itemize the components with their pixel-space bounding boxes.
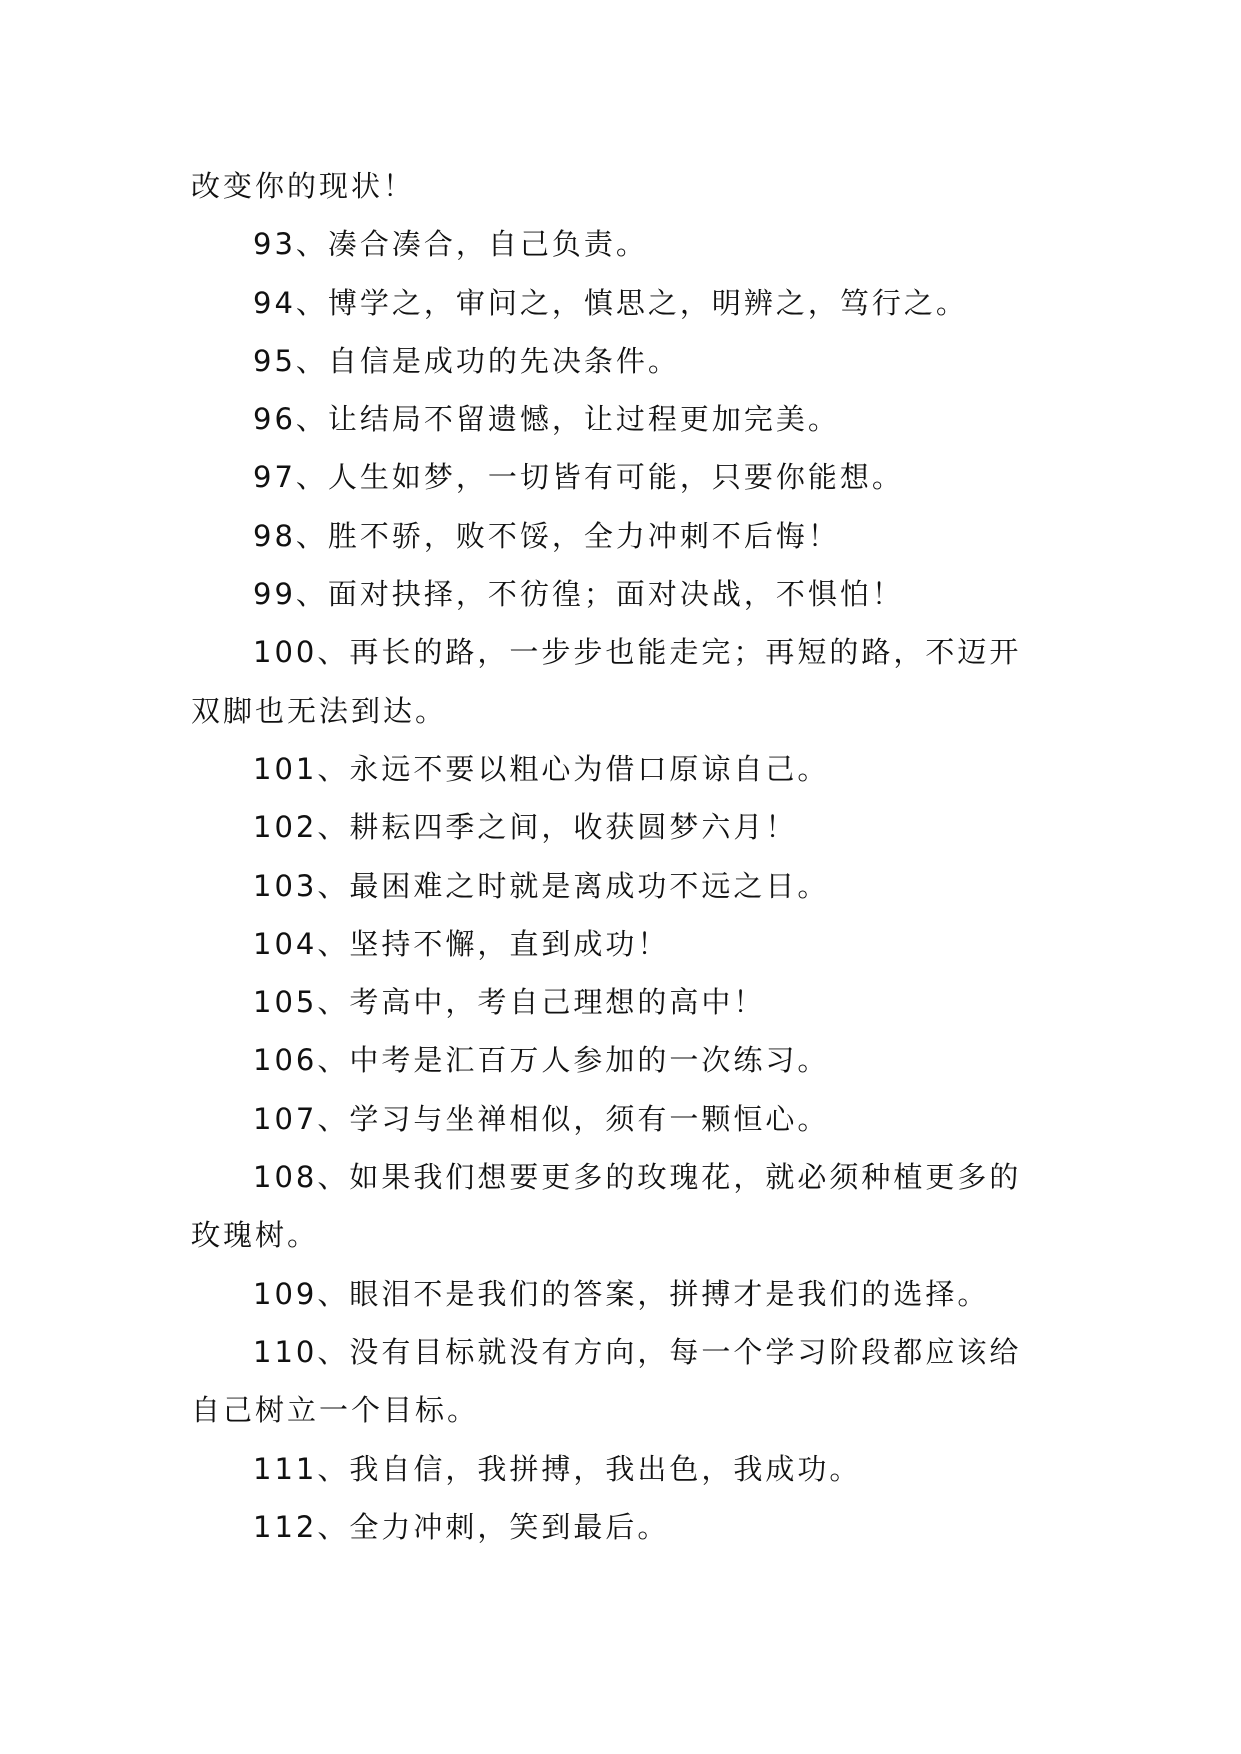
document-body: [191, 157, 1051, 1556]
text-line: 玫瑰树。: [191, 1218, 320, 1253]
text-line: 94、博学之，审问之，慎思之，明辨之，笃行之。: [253, 285, 968, 320]
text-line: 99、面对抉择，不彷徨；面对决战，不惧怕！: [253, 577, 904, 612]
text-line: 改变你的现状！: [191, 169, 416, 203]
text-line: 自己树立一个目标。: [191, 1393, 480, 1428]
text-line: 100、再长的路，一步步也能走完；再短的路，不迈开: [253, 635, 1022, 670]
text-line: 98、胜不骄，败不馁，全力冲刺不后悔！: [253, 518, 840, 553]
text-line: 104、坚持不懈，直到成功！: [253, 926, 670, 961]
text-line: 102、耕耘四季之间，收获圆梦六月！: [253, 810, 798, 845]
text-line: 101、永远不要以粗心为借口原谅自己。: [253, 751, 830, 786]
text-line: 96、让结局不留遗憾，让过程更加完美。: [253, 402, 840, 437]
text-line: 97、人生如梦，一切皆有可能，只要你能想。: [253, 460, 904, 495]
text-line: 105、考高中，考自己理想的高中！: [253, 985, 766, 1020]
text-line: 93、凑合凑合，自己负责。: [253, 227, 648, 262]
text-line: 双脚也无法到达。: [191, 693, 448, 728]
text-line: 112、全力冲刺，笑到最后。: [253, 1509, 670, 1544]
text-line: 95、自信是成功的先决条件。: [253, 343, 680, 378]
text-line: 111、我自信，我拼搏，我出色，我成功。: [253, 1451, 862, 1486]
text-line: 107、学习与坐禅相似，须有一颗恒心。: [253, 1101, 830, 1136]
text-line: 109、眼泪不是我们的答案，拼搏才是我们的选择。: [253, 1276, 990, 1311]
text-line: 106、中考是汇百万人参加的一次练习。: [253, 1043, 830, 1078]
text-line: 110、没有目标就没有方向，每一个学习阶段都应该给: [253, 1334, 1022, 1369]
text-line: 108、如果我们想要更多的玫瑰花，就必须种植更多的: [253, 1160, 1022, 1195]
text-line: 103、最困难之时就是离成功不远之日。: [253, 868, 830, 903]
